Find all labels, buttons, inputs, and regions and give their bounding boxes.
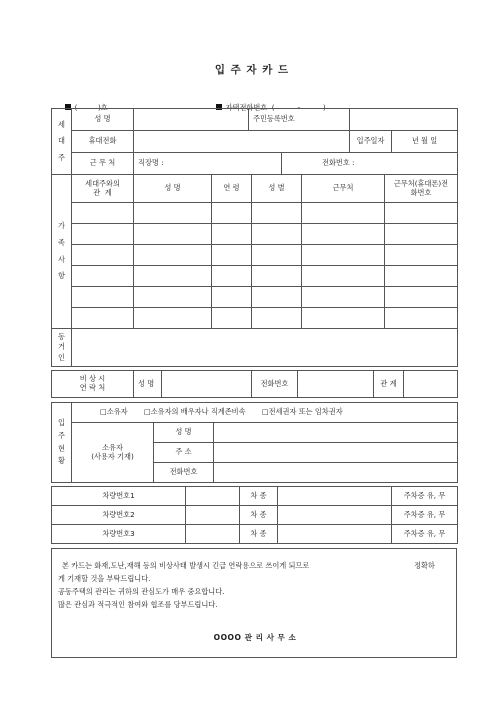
table-row: [52, 487, 458, 506]
relation-header: 세대주와의 관 계: [72, 175, 134, 203]
vehicle-number-label: 차량번호3: [52, 525, 186, 544]
vehicle-number-label: 차량번호1: [52, 487, 186, 506]
vehicle-type-input[interactable]: [278, 506, 392, 525]
resident-id-label: 주민등록번호: [249, 109, 350, 131]
vehicle-type-input[interactable]: [278, 487, 392, 506]
cohabitant-input[interactable]: [72, 329, 458, 367]
household-table: [51, 108, 458, 175]
owner-name-label: 성 명: [154, 423, 214, 443]
emergency-table: [51, 370, 458, 398]
owner-phone-input[interactable]: [214, 463, 458, 483]
parking-permit-field[interactable]: 주차증 유, 무: [392, 487, 458, 506]
vehicle-number-input[interactable]: [186, 525, 240, 544]
resident-id-input[interactable]: [350, 109, 458, 131]
workplace-label: 근 무 처: [72, 153, 134, 175]
table-row: [52, 525, 458, 544]
emergency-phone-input[interactable]: [298, 371, 374, 398]
table-row: [52, 245, 458, 266]
movein-date-input[interactable]: 년 월 일: [392, 131, 458, 153]
residency-section-label: 입 주 현 황: [52, 403, 72, 483]
family-table: [51, 174, 458, 367]
unit-number-label: ( )호: [74, 103, 108, 112]
household-section-label: 세 대 주: [52, 109, 72, 175]
company-name-field[interactable]: 직장명 :: [134, 153, 282, 175]
owner-family-checkbox[interactable]: □소유자의 배우자나 직계존비속: [143, 407, 246, 417]
mobile-input[interactable]: [134, 131, 350, 153]
work-phone-field[interactable]: 전화번호 :: [282, 153, 458, 175]
work-phone-header: 근무처(휴대폰)전 화번호: [385, 175, 458, 203]
mobile-label: 휴대전화: [72, 131, 134, 153]
notice-line-3: 공동주택의 관리는 귀하의 관심도가 매우 중요합니다.: [58, 587, 225, 596]
table-row: [52, 203, 458, 224]
vehicle-type-label: 차 종: [240, 506, 278, 525]
table-row: [52, 224, 458, 245]
vehicle-number-input[interactable]: [186, 487, 240, 506]
emergency-label: 비 상 시 연 락 처: [52, 371, 134, 398]
workplace-header: 근무처: [302, 175, 385, 203]
emergency-relation-label: 관 계: [374, 371, 404, 398]
residency-table: [51, 402, 458, 483]
family-name-header: 성 명: [134, 175, 212, 203]
notice-line-2: 게 기재할 것을 부탁드립니다.: [58, 574, 151, 583]
management-office-name: OOOO 관 리 사 무 소: [213, 633, 297, 642]
table-row: [52, 266, 458, 287]
parking-permit-field[interactable]: 주차증 유, 무: [392, 506, 458, 525]
vehicle-type-label: 차 종: [240, 525, 278, 544]
name-input[interactable]: [134, 109, 249, 131]
home-phone-label: 자택전화번호 ( - ): [225, 103, 326, 112]
table-row: [52, 308, 458, 329]
owner-address-label: 주 소: [154, 443, 214, 463]
table-row: [52, 287, 458, 308]
cohabitant-section-label: 동 거 인: [52, 329, 72, 367]
emergency-name-label: 성 명: [134, 371, 162, 398]
owner-phone-label: 전화번호: [154, 463, 214, 483]
vehicle-type-input[interactable]: [278, 525, 392, 544]
gender-header: 성 별: [252, 175, 302, 203]
vehicle-number-input[interactable]: [186, 506, 240, 525]
owner-name-input[interactable]: [214, 423, 458, 443]
emergency-name-input[interactable]: [162, 371, 252, 398]
parking-permit-field[interactable]: 주차증 유, 무: [392, 525, 458, 544]
movein-label: 입주일자: [350, 131, 392, 153]
page-title: 입 주 자 카 드: [214, 64, 290, 76]
emergency-phone-label: 전화번호: [252, 371, 298, 398]
tenant-checkbox[interactable]: □전세권자 또는 임차권자: [261, 407, 343, 417]
notice-line-4: 많은 관심과 적극적인 참여와 협조를 당부드립니다.: [58, 600, 218, 609]
vehicle-number-label: 차량번호2: [52, 506, 186, 525]
age-header: 연 령: [212, 175, 252, 203]
vehicle-type-label: 차 종: [240, 487, 278, 506]
notice-box: [51, 548, 457, 658]
notice-line-1-end: 정확하: [414, 561, 435, 570]
notice-line-1: 본 카드는 화재,도난,재해 등의 비상사태 발생시 긴급 연락용으로 쓰이게 되므로: [62, 561, 310, 570]
family-section-label: 가 족 사 항: [52, 175, 72, 329]
table-row: [52, 506, 458, 525]
name-label: 성 명: [72, 109, 134, 131]
emergency-relation-input[interactable]: [404, 371, 458, 398]
owner-label: 소유자 (사용자 기재): [72, 423, 154, 483]
owner-address-input[interactable]: [214, 443, 458, 463]
vehicle-table: [51, 486, 458, 544]
owner-checkbox[interactable]: □소유자: [100, 407, 128, 417]
